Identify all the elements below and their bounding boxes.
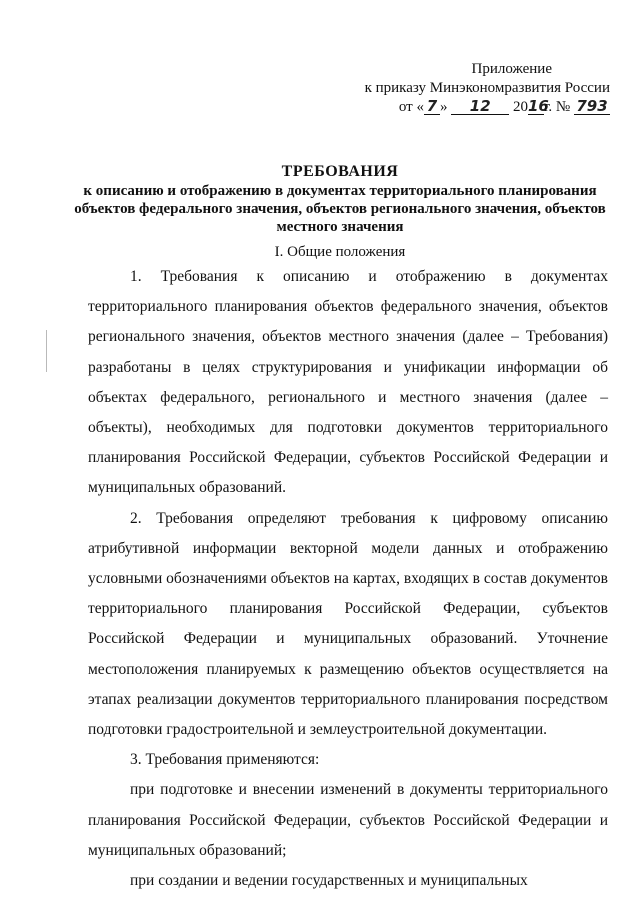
paragraph-4: при подготовке и внесении изменений в документы территориального планирования Российской Федерации, субъектов Российской Федерации и муниципальных образований; (88, 781, 608, 859)
document-title: ТРЕБОВАНИЯ (281, 163, 399, 180)
section-heading: I. Общие положения (274, 244, 406, 260)
appendix-label: Приложение (471, 61, 552, 77)
order-number: 793 (574, 98, 610, 115)
appendix-order-reference: к приказу Минэкономразвития России (364, 80, 610, 96)
paragraph-1: 1. Требования к описанию и отображению в документах территориального планирования объектов федерального значения, объектов регионального значения, объектов местного значения (далее – Требования) разработаны в целях структурирования и унификации информации об объектах федерального, регионального и местного значения (далее – объекты), необходимых для подготовки документов территориального планирования Российской Федерации, субъектов Российской Федерации и муниципальных образований. (88, 268, 608, 497)
date-year-suffix: 16 (527, 97, 549, 115)
date-year-prefix: 20 (512, 99, 528, 115)
paragraph-2: 2. Требования определяют требования к цифровому описанию атрибутивной информации векторной модели данных и отображению условными обозначениями объектов на картах, входящих в состав документов территориального планирования Российской Федерации, субъектов Российской Федерации и муниципальных образований. Уточнение местоположения планируемых к размещению объектов осуществляется на этапах реализации документов территориального планирования посредством подготовки градостроительной и землеустроительной документации. (88, 509, 608, 739)
date-separator: » (439, 99, 448, 115)
appendix-block (350, 60, 610, 117)
date-year-end: г. № (543, 99, 571, 115)
date-month: 12 (451, 98, 509, 115)
date-day: 7 (424, 98, 440, 115)
document-subtitle: к описанию и отображению в документах территориального планирования объектов федерального значения, объектов регионального значения, объектов местного значения (74, 183, 606, 235)
paragraph-3: 3. Требования применяются: (130, 751, 320, 769)
date-prefix: от « (398, 99, 424, 115)
scan-artifact-line (46, 330, 47, 372)
paragraph-5: при создании и ведении государственных и муниципальных (130, 872, 528, 890)
document-body (88, 262, 608, 896)
appendix-date-line (350, 98, 610, 117)
